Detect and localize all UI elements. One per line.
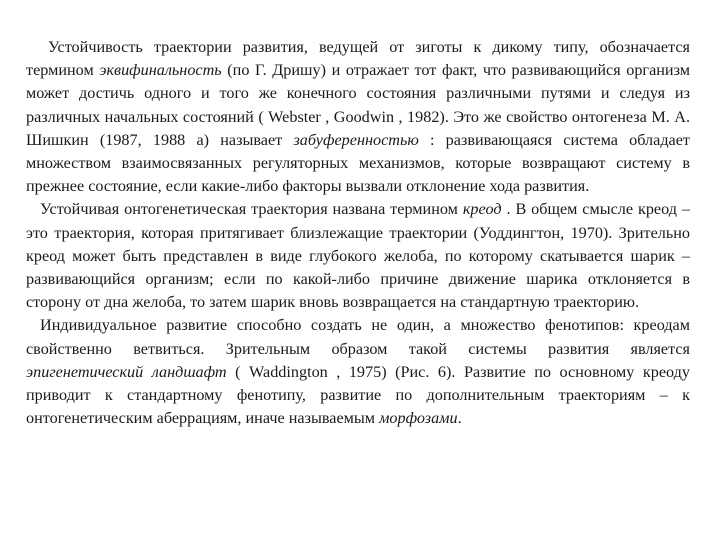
paragraph-3 xyxy=(26,314,690,430)
term-morphoses: морфозами xyxy=(379,409,458,428)
paragraph-1 xyxy=(26,36,690,198)
term-buffering: забуференностью xyxy=(293,130,419,149)
paragraph-2 xyxy=(26,198,690,314)
paragraph-1-text-1: Устойчивость траектории развития, ведущей от зиготы к дикому типу, обозначается термином xyxy=(26,38,690,80)
paragraph-1-text-2: (по Г. Дришу) и отражает тот факт, что развивающийся организм может достичь одного и того же конечного состояния различными путями и следуя из различных начальных состояний ( Webster , Goodwin , 1982). Это же свойство онтогенеза М. А. Шишкин (1987, 1988 а) называет xyxy=(26,61,690,149)
paragraph-3-text-3: . xyxy=(457,409,462,428)
paragraph-2-text-1: Устойчивая онтогенетическая траектория названа термином xyxy=(40,200,463,219)
paragraph-2-text-2: . В общем смысле креод – это траектория, которая притягивает близлежащие траектории (Уоддингтон, 1970). Зрительно креод может быть представлен в виде глубокого желоба, по которому скатывается шарик – развивающийся организм; если по какой-либо причине движение шарика отклоняется в сторону от дна желоба, то затем шарик вновь возвращается на стандартную траекторию. xyxy=(26,200,690,312)
paragraph-3-text-1: Индивидуальное развитие способно создать не один, а множество фенотипов: креодам свойственно ветвиться. Зрительным образом такой системы развития является xyxy=(26,316,690,358)
term-equifinality: эквифинальность xyxy=(99,61,222,80)
paragraph-3-text-2: ( Waddington , 1975) (Рис. 6). Развитие по основному креоду приводит к стандартному фенотипу, развитие по дополнительным траекториям – к онтогенетическим аберрациям, иначе называемым xyxy=(26,362,691,428)
paragraph-1-text-3: : развивающаяся система обладает множеством взаимосвязанных регуляторных механизмов, которые возвращают систему в прежнее состояние, если какие-либо факторы вызвали отклонение хода развития. xyxy=(26,130,691,196)
document-body xyxy=(26,36,690,430)
term-creode: креод xyxy=(462,200,502,219)
term-epigenetic-landscape: эпигенетический ландшафт xyxy=(26,362,227,381)
